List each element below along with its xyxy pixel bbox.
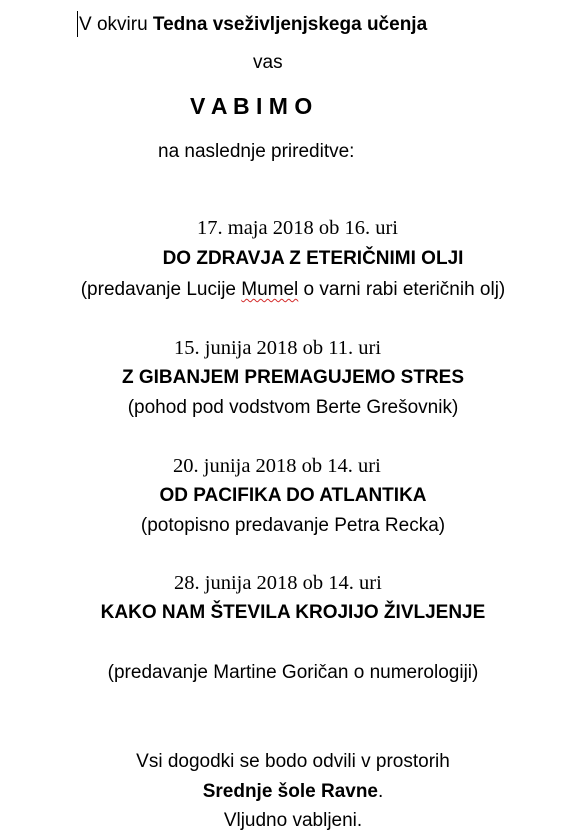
text-cursor (77, 11, 78, 37)
subtitle: na naslednje prireditve: (158, 141, 355, 162)
intro-event-name: Tedna vseživljenjskega učenja (152, 14, 428, 35)
event-1-desc-flagged: Mumel (241, 279, 299, 300)
footer-venue-line (0, 780, 586, 804)
event-1-desc-before: (predavanje Lucije (80, 279, 242, 300)
vas-label: vas (253, 52, 283, 73)
event-4-date: 28. junija 2018 ob 14. uri (174, 572, 382, 594)
footer-period: . (378, 781, 384, 802)
event-4-title: KAKO NAM ŠTEVILA KROJIJO ŽIVLJENJE (100, 602, 486, 623)
intro-line (79, 13, 427, 37)
footer-venue: Srednje šole Ravne (202, 781, 378, 802)
event-3-title: OD PACIFIKA DO ATLANTIKA (159, 485, 427, 506)
event-1-description (0, 278, 586, 302)
footer-location-line: Vsi dogodki se bodo odvili v prostorih (136, 751, 450, 772)
vabimo-heading: V A B I M O (190, 93, 313, 119)
event-3-description: (potopisno predavanje Petra Recka) (140, 515, 446, 536)
footer-closing: Vljudno vabljeni. (223, 810, 363, 831)
event-1-desc-after: o varni rabi eteričnih olj) (298, 279, 506, 300)
event-2-description: (pohod pod vodstvom Berte Grešovnik) (127, 397, 459, 418)
event-3-date: 20. junija 2018 ob 14. uri (173, 455, 381, 477)
event-1-title: DO ZDRAVJA Z ETERIČNIMI OLJI (162, 248, 464, 269)
event-2-title: Z GIBANJEM PREMAGUJEMO STRES (121, 367, 465, 388)
event-4-description: (predavanje Martine Goričan o numerologiji) (107, 662, 479, 683)
event-1-date: 17. maja 2018 ob 16. uri (197, 217, 398, 239)
intro-prefix: V okviru (79, 14, 153, 35)
event-2-date: 15. junija 2018 ob 11. uri (174, 337, 382, 359)
